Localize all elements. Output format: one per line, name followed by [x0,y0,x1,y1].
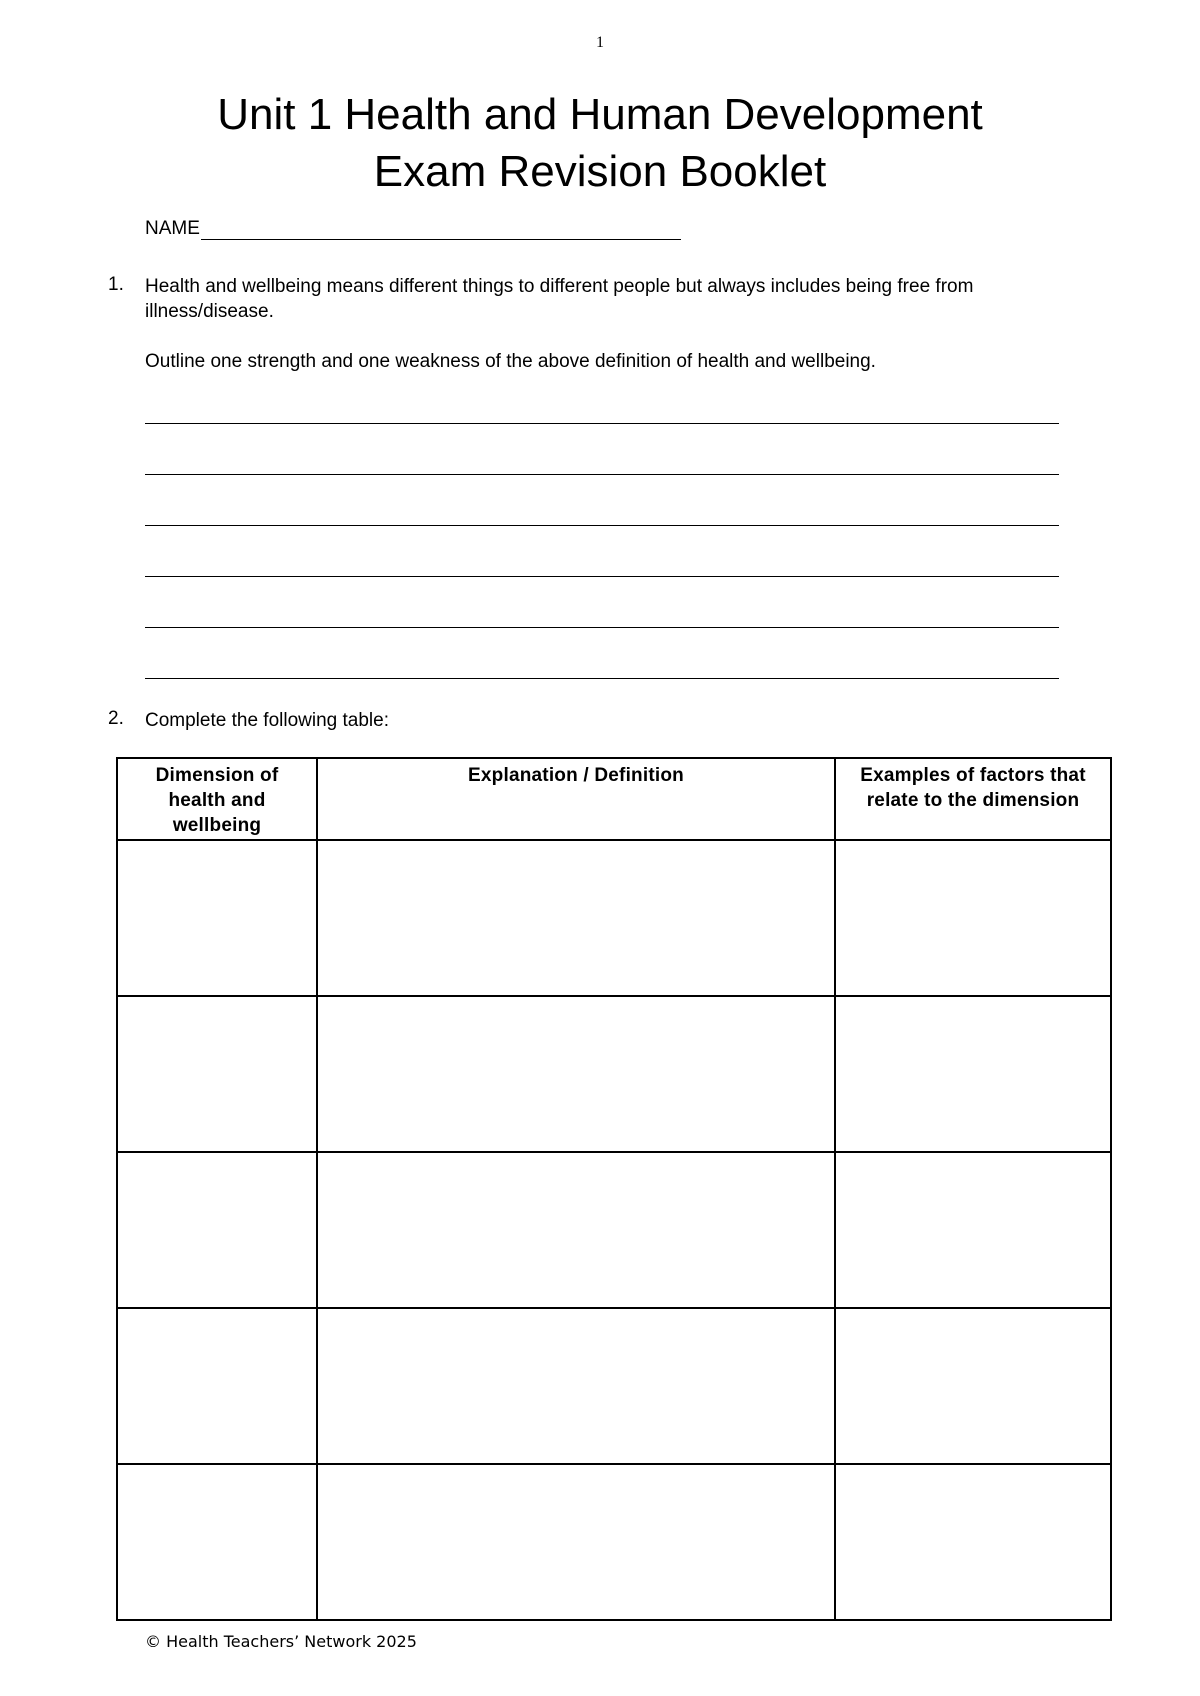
examples-cell[interactable] [835,1464,1111,1620]
examples-cell[interactable] [835,840,1111,996]
dimensions-table [116,757,1112,1621]
answer-line[interactable] [145,423,1059,424]
page-title [0,86,1200,200]
dimension-cell[interactable] [117,1152,317,1308]
page-number: 1 [596,34,604,51]
explanation-cell[interactable] [317,840,835,996]
answer-line[interactable] [145,474,1059,475]
examples-cell[interactable] [835,1152,1111,1308]
dimension-cell[interactable] [117,996,317,1152]
title-line-2: Exam Revision Booklet [373,147,827,196]
table-row [117,840,1111,996]
question-2-prompt: Complete the following table: [145,710,389,731]
dimension-cell[interactable] [117,840,317,996]
title-line-1: Unit 1 Health and Human Development [217,90,983,139]
header-dimension: Dimension of health and wellbeing [117,758,317,840]
question-2-number: 2. [108,708,124,729]
explanation-cell[interactable] [317,1152,835,1308]
examples-cell[interactable] [835,1308,1111,1464]
table-row [117,996,1111,1152]
question-1-number: 1. [108,274,124,295]
examples-cell[interactable] [835,996,1111,1152]
name-label: NAME [145,218,200,239]
table-row [117,1308,1111,1464]
table-header-row [117,758,1111,840]
copyright-footer: © Health Teachers’ Network 2025 [145,1632,417,1651]
header-explanation: Explanation / Definition [317,758,835,840]
explanation-cell[interactable] [317,996,835,1152]
name-write-line[interactable] [201,219,681,240]
explanation-cell[interactable] [317,1308,835,1464]
table-row [117,1152,1111,1308]
header-examples: Examples of factors that relate to the dimension [835,758,1111,840]
name-row [145,218,681,240]
table-row [117,1464,1111,1620]
answer-line[interactable] [145,627,1059,628]
answer-line[interactable] [145,576,1059,577]
question-1-prompt: Outline one strength and one weakness of the above definition of health and wellbeing. [145,351,876,372]
explanation-cell[interactable] [317,1464,835,1620]
answer-line[interactable] [145,678,1059,679]
dimension-cell[interactable] [117,1308,317,1464]
question-1-statement: Health and wellbeing means different things to different people but always includes being free from illness/disease. [145,276,974,322]
dimension-cell[interactable] [117,1464,317,1620]
answer-line[interactable] [145,525,1059,526]
